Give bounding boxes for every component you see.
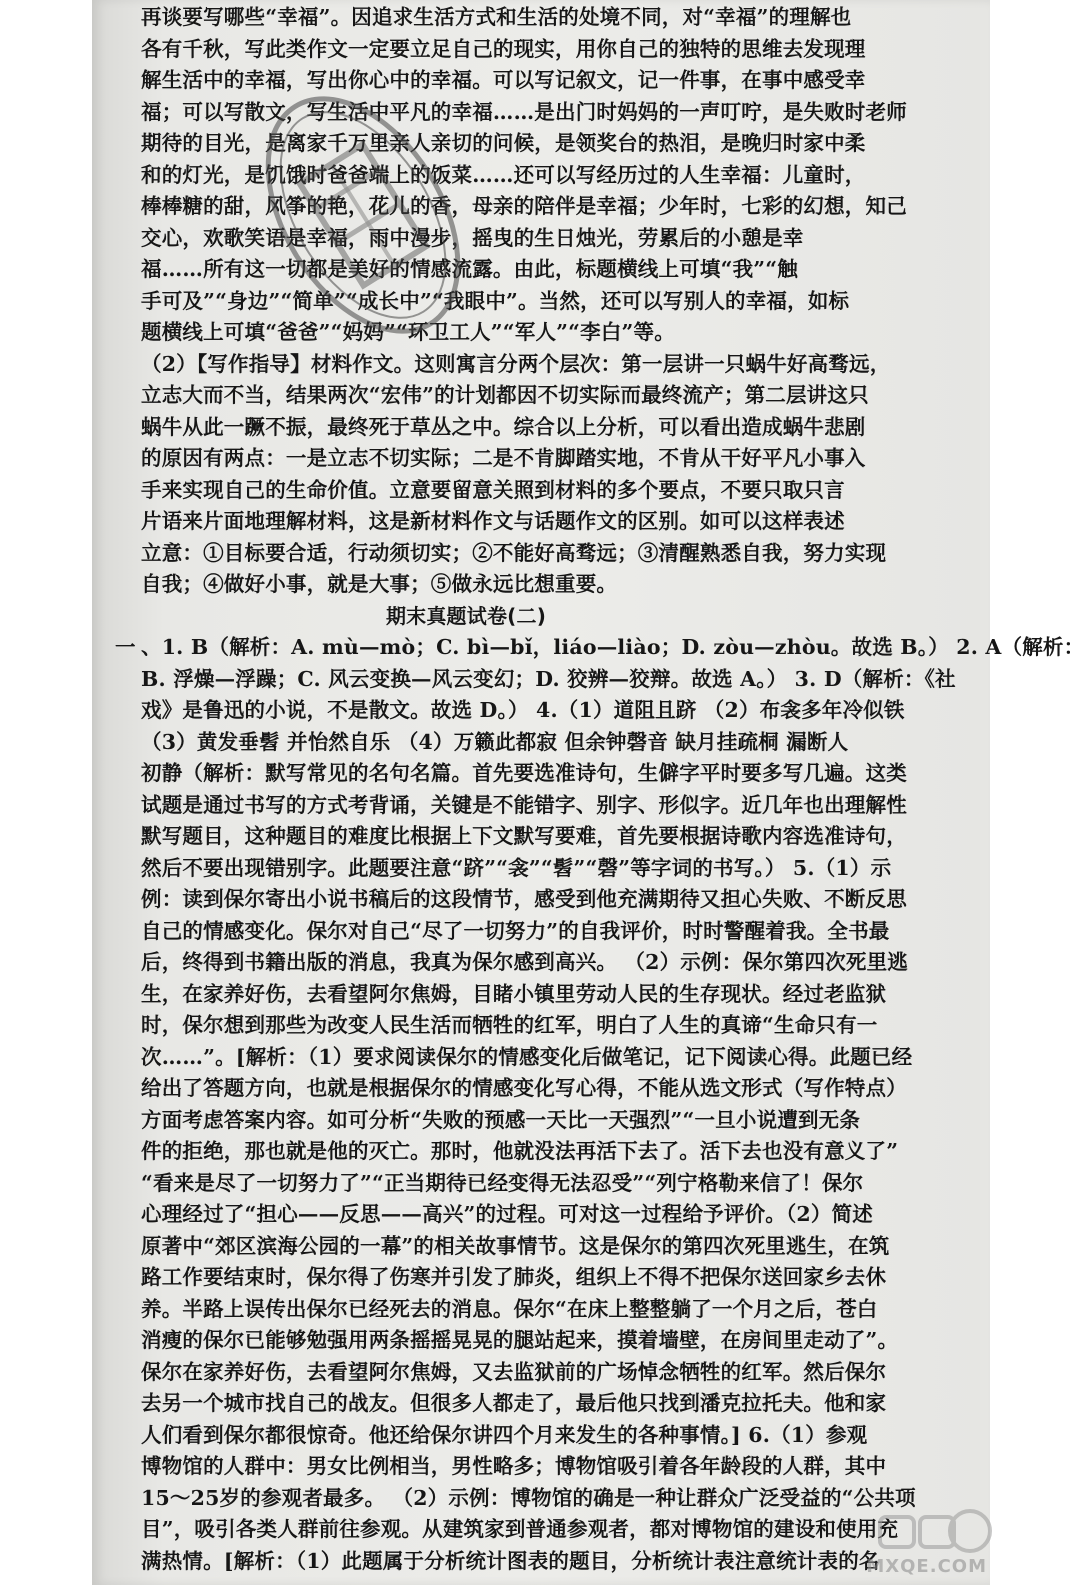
text-line: 原著中“郊区滨海公园的一幕”的相关故事情节。这是保尔的第四次死里逃生，在筑 [141,1233,890,1258]
text-line: 目”，吸引各类人群前往参观。从建筑家到普通参观者，都对博物馆的建设和使用充 [141,1517,899,1541]
text-line: 棒棒糖的甜，风筝的艳，花儿的香，母亲的陪伴是幸福；少年时，七彩的幻想，知己 [141,194,907,218]
text-line: 各有千秋，写此类作文一定要立足自己的现实，用你自己的独特的思维去发现理 [141,36,866,61]
text-line: 初静（解析：默写常见的名句名篇。首先要选准诗句，生僻字平时要多写几遍。这类 [141,761,907,785]
text-line: 的原因有两点：一是立志不切实际；二是不肯脚踏实地，不肯从干好平凡小事入 [141,446,866,470]
text-line: 保尔在家养好伤，去看望阿尔焦姆，又去监狱前的广场悼念牺牲的红军。然后保尔 [141,1359,887,1384]
text-line: 自己的情感变化。保尔对自己“尽了一切努力”的自我评价，时时警醒着我。全书最 [141,918,890,943]
text-line: 立志大而不当，结果两次“宏伟”的计划都因不切实际而最终流产；第二层讲这只 [141,383,869,407]
text-line: 立意：①目标要合适，行动须切实；②不能好高骛远；③清醒熟悉自我，努力实现 [141,540,887,565]
text-line: （3）黄发垂髫 并怡然自乐 （4）万籁此都寂 但余钟磬音 缺月挂疏桐 漏断人 [141,729,849,754]
text-line: 满热情。[解析：（1）此题属于分析统计图表的题目，分析统计表注意统计表的名 [141,1548,880,1573]
text-line: 次……”。[解析：（1）要求阅读保尔的情感变化后做笔记，记下阅读心得。此题已经 [141,1044,913,1069]
text-line: 后，终得到书籍出版的消息，我真为保尔感到高兴。 （2）示例：保尔第四次死里逃 [141,950,908,974]
text-line: 再谈要写哪些“幸福”。因追求生活方式和生活的处境不同，对“幸福”的理解也 [141,5,852,29]
text-line: B. 浮燥—浮躁；C. 风云变换—风云变幻；D. 狡辨—狡辩。故选 A。） 3. D（解析：《社 [141,666,956,691]
essay-guidance-paragraph-2 [141,349,891,601]
text-line: 然后不要出现错别字。此题要注意“跻”“衾”“髫”“磬”等字词的书写。） 5.（1）示 [141,855,892,880]
watermark-logo-icon [870,1503,995,1563]
text-line: 方面考虑答案内容。如可分析“失败的预感一天比一天强烈”“一旦小说遭到无条 [141,1107,861,1132]
text-line: 人们看到保尔都很惊奇。他还给保尔讲四个月来发生的各种事情。] 6.（1）参观 [141,1422,868,1447]
text-line: 件的拒绝，那也就是他的灭亡。那时，他就没法再活下去了。活下去也没有意义了” [141,1139,899,1163]
text-line: （2）【写作指导】材料作文。这则寓言分两个层次：第一层讲一只蜗牛好高骛远， [141,351,891,376]
text-line: 给出了答题方向，也就是根据保尔的情感变化写心得，不能从选文形式（写作特点） [141,1076,907,1100]
text-line: 试题是通过书写的方式考背诵，关键是不能错字、别字、形似字。近几年也出理解性 [141,792,907,817]
text-line: 题横线上可填“爸爸”“妈妈”“环卫工人”“军人”“李白”等。 [141,320,675,344]
text-line: 戏》是鲁迅的小说，不是散文。故选 D。） 4.（1）道阻且跻 （2）布衾多年冷似铁 [141,698,905,722]
section-lead: 一 [115,635,136,659]
essay-guidance-paragraph-1 [141,2,907,349]
text-line: 片语来片面地理解材料，这是新材料作文与话题作文的区别。如可以这样表述 [141,509,845,533]
text-line: 福；可以写散文，写生活中平凡的幸福……是出门时妈妈的一声叮咛，是失败时老师 [141,99,907,124]
text-line: 和的灯光，是饥饿时爸爸端上的饭菜……还可以写经历过的人生幸福：儿童时， [141,162,866,187]
section-title: 期末真题试卷(二) [385,603,547,628]
text-line: 蜗牛从此一蹶不振，最终死于草丛之中。综合以上分析，可以看出造成蜗牛悲剧 [141,414,866,439]
text-line: 默写题目，这种题目的难度比根据上下文默写要难，首先要根据诗歌内容选准诗句， [141,824,907,848]
text-line: 自我；④做好小事，就是大事；⑤做永远比想重要。 [141,572,618,596]
text-line: 路工作要结束时，保尔得了伤寒并引发了肺炎，组织上不得不把保尔送回家乡去休 [141,1265,887,1289]
text-line: 消瘦的保尔已能够勉强用两条摇摇晃晃的腿站起来，摸着墙壁，在房间里走动了”。 [141,1328,899,1352]
text-line: 养。半路上误传出保尔已经死去的消息。保尔“在床上整整躺了一个月之后，苍白 [141,1296,878,1321]
watermark-url: MXQE.COM [866,1556,987,1577]
text-line: 心理经过了“担心——反思——高兴”的过程。可对这一过程给予评价。（2）简述 [141,1202,873,1226]
text-line: 解生活中的幸福，写出你心中的幸福。可以写记叙文，记一件事，在事中感受幸 [141,68,866,92]
text-line: 手可及”“身边”“简单”“成长中”“我眼中”。当然，还可以写别人的幸福，如标 [141,288,850,313]
text-line: 手来实现自己的生命价值。立意要留意关照到材料的多个要点，不要只取只言 [141,477,845,502]
text-line: 博物馆的人群中：男女比例相当，男性略多；博物馆吸引着各年龄段的人群，其中 [141,1454,887,1478]
text-line: 例：读到保尔寄出小说书稿后的这段情节，感受到他充满期待又担心失败、不断反思 [141,887,907,911]
text-line: 期待的目光，是离家千万里亲人亲切的问候，是领奖台的热泪，是晚归时家中柔 [141,131,866,155]
text-line: 福……所有这一切都是美好的情感流露。由此，标题横线上可填“我”“触 [141,257,798,281]
text-line: 去另一个城市找自己的战友。但很多人都走了，最后他只找到潘克拉托夫。他和家 [141,1391,887,1415]
text-line: 交心，欢歌笑语是幸福，雨中漫步，摇曳的生日烛光，劳累后的小憩是幸 [141,225,804,250]
text-line: 、1. B（解析：A. mù—mò；C. bì—bǐ，liáo—liào；D. zòu—zhòu。故选 B。） 2. A（解析： [141,635,1084,659]
text-line: 生，在家养好伤，去看望阿尔焦姆，目睹小镇里劳动人民的生存现状。经过老监狱 [141,981,887,1006]
text-line: 15～25岁的参观者最多。 （2）示例：博物馆的确是一种让群众广泛受益的“公共项 [141,1485,916,1510]
text-line: “看来是尽了一切努力了”“正当期待已经变得无法忍受”“列宁格勒来信了！保尔 [141,1170,864,1195]
answer-circle-watermark [866,1503,995,1583]
text-line: 时，保尔想到那些为改变人民生活而牺牲的红军，明白了人生的真谛“生命只有一 [141,1013,878,1037]
